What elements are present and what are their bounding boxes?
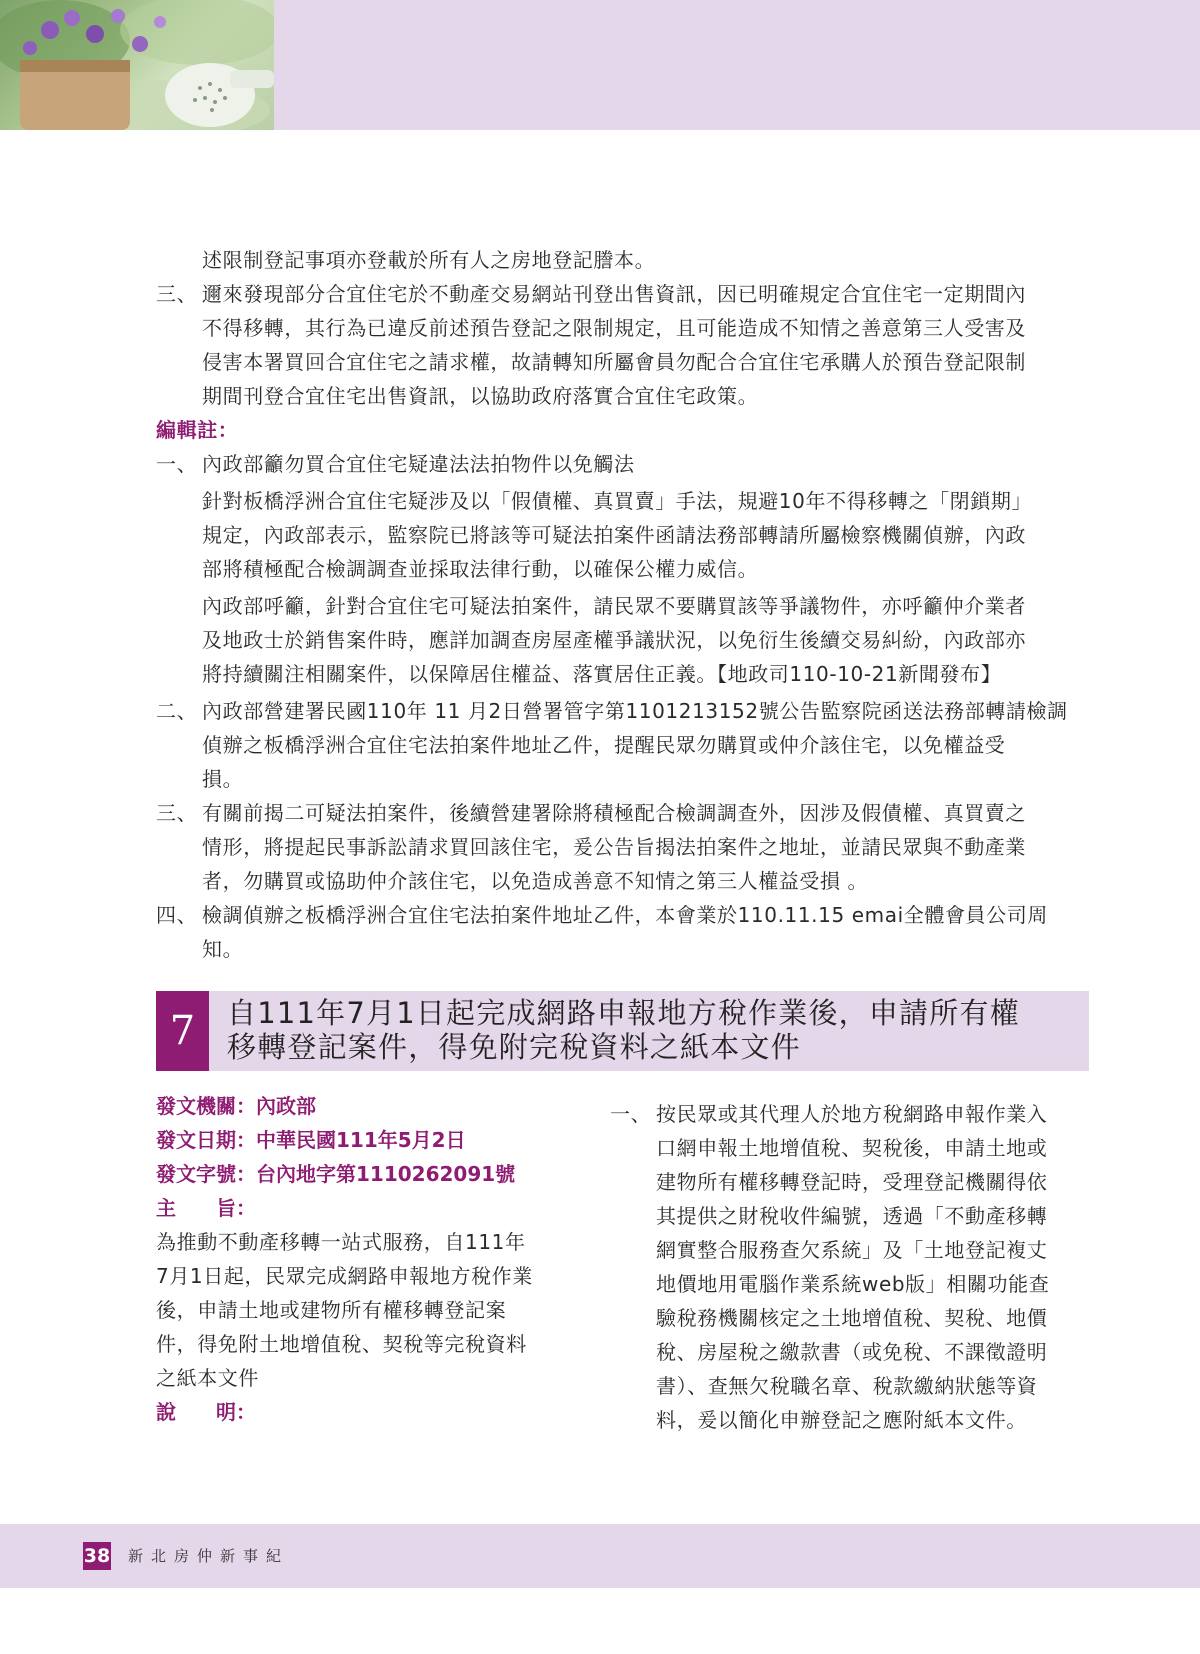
editor-note-label: 編輯註： <box>156 418 239 442</box>
text-line: 侵害本署買回合宜住宅之請求權，故請轉知所屬會員勿配合合宜住宅承購人於預告登記限制 <box>202 350 1026 374</box>
text-line: 針對板橋浮洲合宜住宅疑涉及以「假債權、真買賣」手法，規避10年不得移轉之「閉鎖期」 <box>202 489 1033 513</box>
text-line: 部將積極配合檢調調查並採取法律行動，以確保公權力威信。 <box>202 557 759 581</box>
explanation-label: 說 明： <box>156 1400 256 1424</box>
list-item <box>610 1097 1090 1437</box>
header-photo <box>0 0 274 130</box>
text-line: 者，勿購買或協助仲介該住宅，以免造成善意不知情之第三人權益受損 。 <box>202 869 869 893</box>
list-marker: 三、 <box>156 801 198 825</box>
list-marker: 一、 <box>610 1102 652 1126</box>
subject-line: 之紙本文件 <box>156 1366 259 1390</box>
list-item <box>156 447 1089 691</box>
list-item <box>156 277 1089 413</box>
text-line: 稅、房屋稅之繳款書（或免稅、不課徵證明 <box>656 1340 1048 1364</box>
text-line: 書）、查無欠稅職名章、稅款繳納狀態等資 <box>656 1374 1038 1398</box>
text-line: 料，爰以簡化申辦登記之應附紙本文件。 <box>656 1408 1027 1432</box>
text-line: 網實整合服務查欠系統」及「土地登記複丈 <box>656 1238 1048 1262</box>
section-title <box>227 996 1020 1064</box>
text-line: 不得移轉，其行為已違反前述預告登記之限制規定，且可能造成不知情之善意第三人受害及 <box>202 316 1026 340</box>
note-title: 內政部籲勿買合宜住宅疑違法法拍物件以免觸法 <box>202 452 635 476</box>
title-line: 自111年7月1日起完成網路申報地方稅作業後，申請所有權 <box>227 996 1020 1030</box>
text-line: 偵辦之板橋浮洲合宜住宅法拍案件地址乙件，提醒民眾勿購買或仲介該住宅，以免權益受 <box>202 733 1006 757</box>
text-line: 情形，將提起民事訴訟請求買回該住宅，爰公告旨揭法拍案件之地址，並請民眾與不動產業 <box>202 835 1026 859</box>
subject-line: 為推動不動產移轉一站式服務，自111年 <box>156 1230 526 1254</box>
text-line: 期間刊登合宜住宅出售資訊，以協助政府落實合宜住宅政策。 <box>202 384 759 408</box>
text-line: 檢調偵辦之板橋浮洲合宜住宅法拍案件地址乙件，本會業於110.11.15 emai全體會員公司周 <box>202 903 1048 927</box>
magazine-name: 新北房仲新事紀 <box>128 1547 290 1565</box>
list-marker: 二、 <box>156 699 198 723</box>
text-line: 按民眾或其代理人於地方稅網路申報作業入 <box>656 1102 1048 1126</box>
list-marker: 四、 <box>156 903 198 927</box>
issuer: 發文機關：內政部 <box>156 1094 316 1118</box>
subject-line: 7月1日起，民眾完成網路申報地方稅作業 <box>156 1264 533 1288</box>
text-line: 及地政士於銷售案件時，應詳加調查房屋產權爭議狀況，以免衍生後續交易糾紛，內政部亦 <box>202 628 1026 652</box>
text-line: 知。 <box>202 937 244 961</box>
page-number: 38 <box>83 1542 111 1570</box>
list-marker: 三、 <box>156 282 198 306</box>
list-item <box>156 796 1089 898</box>
list-item <box>156 898 1089 966</box>
list-item <box>156 694 1089 796</box>
title-line: 移轉登記案件，得免附完稅資料之紙本文件 <box>227 1030 801 1064</box>
subject-line: 件，得免附土地增值稅、契稅等完稅資料 <box>156 1332 527 1356</box>
text-line: 內政部呼籲，針對合宜住宅可疑法拍案件，請民眾不要購買該等爭議物件，亦呼籲仲介業者 <box>202 594 1026 618</box>
text-line: 有關前揭二可疑法拍案件，後續營建署除將積極配合檢調調查外，因涉及假債權、真買賣之 <box>202 801 1026 825</box>
text-line: 建物所有權移轉登記時，受理登記機關得依 <box>656 1170 1048 1194</box>
text-line: 地價地用電腦作業系統web版」相關功能查 <box>656 1272 1050 1296</box>
text-line: 將持續關注相關案件，以保障居住權益、落實居住正義。【地政司110-10-21新聞發布】 <box>202 662 1002 686</box>
subject-label: 主 旨： <box>156 1196 256 1220</box>
text-line: 其提供之財稅收件編號，透過「不動產移轉 <box>656 1204 1048 1228</box>
flower-watering-can-icon <box>0 0 274 130</box>
list-marker: 一、 <box>156 452 198 476</box>
issue-date: 發文日期：中華民國111年5月2日 <box>156 1128 466 1152</box>
explanation-column <box>610 1097 1090 1437</box>
article-continuation <box>156 243 1089 966</box>
text-line: 口網申報土地增值稅、契稅後，申請土地或 <box>656 1136 1048 1160</box>
subject-line: 後，申請土地或建物所有權移轉登記案 <box>156 1298 507 1322</box>
text-line: 規定，內政部表示，監察院已將該等可疑法拍案件函請法務部轉請所屬檢察機關偵辦，內政 <box>202 523 1026 547</box>
section-number: 7 <box>156 991 209 1071</box>
continued-line: 述限制登記事項亦登載於所有人之房地登記謄本。 <box>202 248 656 272</box>
section-7-heading <box>156 991 1089 1071</box>
text-line: 內政部營建署民國110年 11 月2日營署管字第1101213152號公告監察院函送法務部轉請檢調 <box>202 699 1068 723</box>
text-line: 驗稅務機關核定之土地增值稅、契稅、地價 <box>656 1306 1048 1330</box>
text-line: 邇來發現部分合宜住宅於不動產交易網站刊登出售資訊，因已明確規定合宜住宅一定期間內 <box>202 282 1026 306</box>
document-number: 發文字號：台內地字第1110262091號 <box>156 1162 516 1186</box>
document-meta-column <box>156 1089 576 1429</box>
text-line: 損。 <box>202 767 244 791</box>
